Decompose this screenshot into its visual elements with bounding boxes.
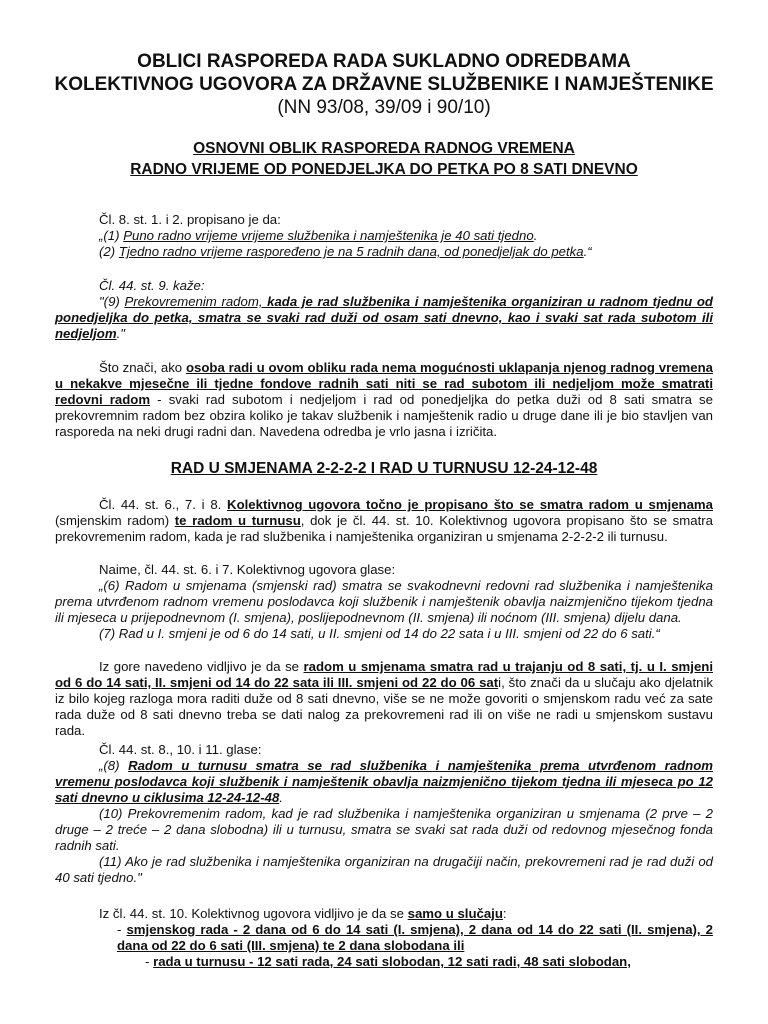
paragraph-article-44-9 (55, 278, 713, 342)
paragraph-conclusion (55, 906, 713, 970)
paragraph-article-44-6-7 (55, 562, 713, 642)
article-44-9-intro: Čl. 44. st. 9. kaže: (99, 278, 205, 293)
paragraph-explanation-1: Što znači, ako osoba radi u ovom obliku rada nema mogućnosti uklapanja njenog radnog vremena u nekakve mjesečne ili tjedne fondove radnih sati niti se rad subotom ili nedjeljom može smatrati redovni radom - svaki rad subotom i nedjeljom i rad od ponedjeljka do petka duži od 8 sati smatra se prekovremnim radom bez obzira koliko je takav službenik i namještenik radio u druge dane ili je bio stavljen van rasporeda na neki drugi radni dan. Navedena odredba je vrlo jasna i izričita. (55, 360, 713, 439)
section-2-heading: RAD U SMJENAMA 2-2-2-2 I RAD U TURNUSU 12-24-12-48 (170, 460, 598, 477)
article-44-11-quote: (11) Ako je rad službenika i namještenika organiziran na drugačiji način, prekovremeni rad je rad duži od 40 sati tjedno." (55, 854, 713, 885)
conclusion-intro: Iz čl. 44. st. 10. Kolektivnog ugovora vidljivo je da se samo u slučaju: (99, 906, 507, 921)
article-8-quote-2: (2) Tjedno radno vrijeme raspoređeno je na 5 radnih dana, od ponedjeljak do petka.“ (99, 244, 592, 259)
article-44-6-7-intro: Naime, čl. 44. st. 6. i 7. Kolektivnog ugovora glase: (99, 562, 396, 577)
paragraph-explanation-2: Iz gore navedeno vidljivo je da se radom u smjenama smatra rad u trajanju od 8 sati, tj. u I. smjeni od 6 do 14 sati, II. smjeni od 14 do 22 sata ili III. smjeni od 22 do 06 sati, što znači da u slučaju ako djelatnik iz bilo kojeg razloga mora raditi duže od 8 sati dnevno, više se ne može govoriti o smjenskom radu već za sate rada duže od 8 sati dnevno treba se dati nalog za prekovremeni rad ili on više ne radi u smjenskom sustavu rada. (55, 659, 713, 738)
paragraph-article-44-8-11 (55, 742, 713, 886)
paragraph-article-44-6-8: Čl. 44. st. 6., 7. i 8. Kolektivnog ugovora točno je propisano što se smatra radom u smjenama (smjenskim radom) te radom u turnusu, dok je čl. 44. st. 10. Kolektivnog ugovora propisano što se smatra prekovremenim radom, kada je rad službenika i namještenika organiziran u smjenama 2-2-2-2 ili turnusu. (55, 497, 713, 544)
article-8-quote-1: „(1) Puno radno vrijeme vrijeme službenika i namještenika je 40 sati tjedno. (99, 228, 538, 243)
paragraph-article-8 (55, 212, 713, 260)
article-44-6-quote: „(6) Radom u smjenama (smjenski rad) smatra se svakodnevni redovni rad službenika i namještenika prema utvrđenom radnom vremenu poslodavca koji službenik i namještenik obavlja naizmjenično tijekom tjedna ili mjeseca u prijepodnevnom (I. smjena), poslijepodnevnom (II. smjena) ili noćnom (III. smjena) dijelu dana. (55, 578, 713, 625)
article-44-8-11-intro: Čl. 44. st. 8., 10. i 11. glase: (99, 742, 262, 757)
article-44-7-quote: (7) Rad u I. smjeni je od 6 do 14 sati, u II. smjeni od 14 do 22 sata i u III. smjeni od 22 do 6 sati.“ (99, 626, 660, 641)
bullet-turnus-work: - rada u turnusu - 12 sati rada, 24 sati slobodan, 12 sati radi, 48 sati slobodan, (145, 954, 631, 969)
subtitle-line-1: OSNOVNI OBLIK RASPOREDA RADNOG VREMENA (193, 140, 575, 157)
document-title (0, 50, 768, 119)
article-44-9-quote: "(9) Prekovremenim radom, kada je rad službenika i namještenika organiziran u radnom tjednu od ponedjeljka do petka, smatra se svaki rad duži od osam sati dnevno, kao i svaki sat rada subotom ili nedjeljom." (55, 294, 713, 341)
article-44-8-quote: „(8) Radom u turnusu smatra se rad službenika i namještenika prema utvrđenom radnom vremenu poslodavca koji službenik i namještenik obavlja naizmjenično tijekom tjedna ili mjeseca po 12 sati dnevno u ciklusima 12-24-12-48. (55, 758, 713, 805)
section-1-heading (0, 138, 768, 180)
title-line-1: OBLICI RASPOREDA RADA SUKLADNO ODREDBAMA (137, 51, 631, 72)
bullet-shift-work: - smjenskog rada - 2 dana od 6 do 14 sati (I. smjena), 2 dana od 14 do 22 sati (II. smjena), 2 dana od 22 do 6 sati (III. smjena) te 2 dana slobodana ili (117, 922, 713, 953)
title-line-3: (NN 93/08, 39/09 i 90/10) (277, 97, 491, 118)
article-8-intro: Čl. 8. st. 1. i 2. propisano je da: (99, 212, 281, 227)
article-44-10-quote: (10) Prekovremenim radom, kad je rad službenika i namještenika organiziran u smjenama (2 prve – 2 druge – 2 treće – 2 dana slobodna) ili u turnusu, smatra se svaki sat rada duži od redovnog mjesečnog fonda radnih sati. (55, 806, 713, 853)
subtitle-line-2: RADNO VRIJEME OD PONEDJELJKA DO PETKA PO 8 SATI DNEVNO (130, 161, 638, 178)
title-line-2: KOLEKTIVNOG UGOVORA ZA DRŽAVNE SLUŽBENIKE I NAMJEŠTENIKE (54, 74, 714, 95)
